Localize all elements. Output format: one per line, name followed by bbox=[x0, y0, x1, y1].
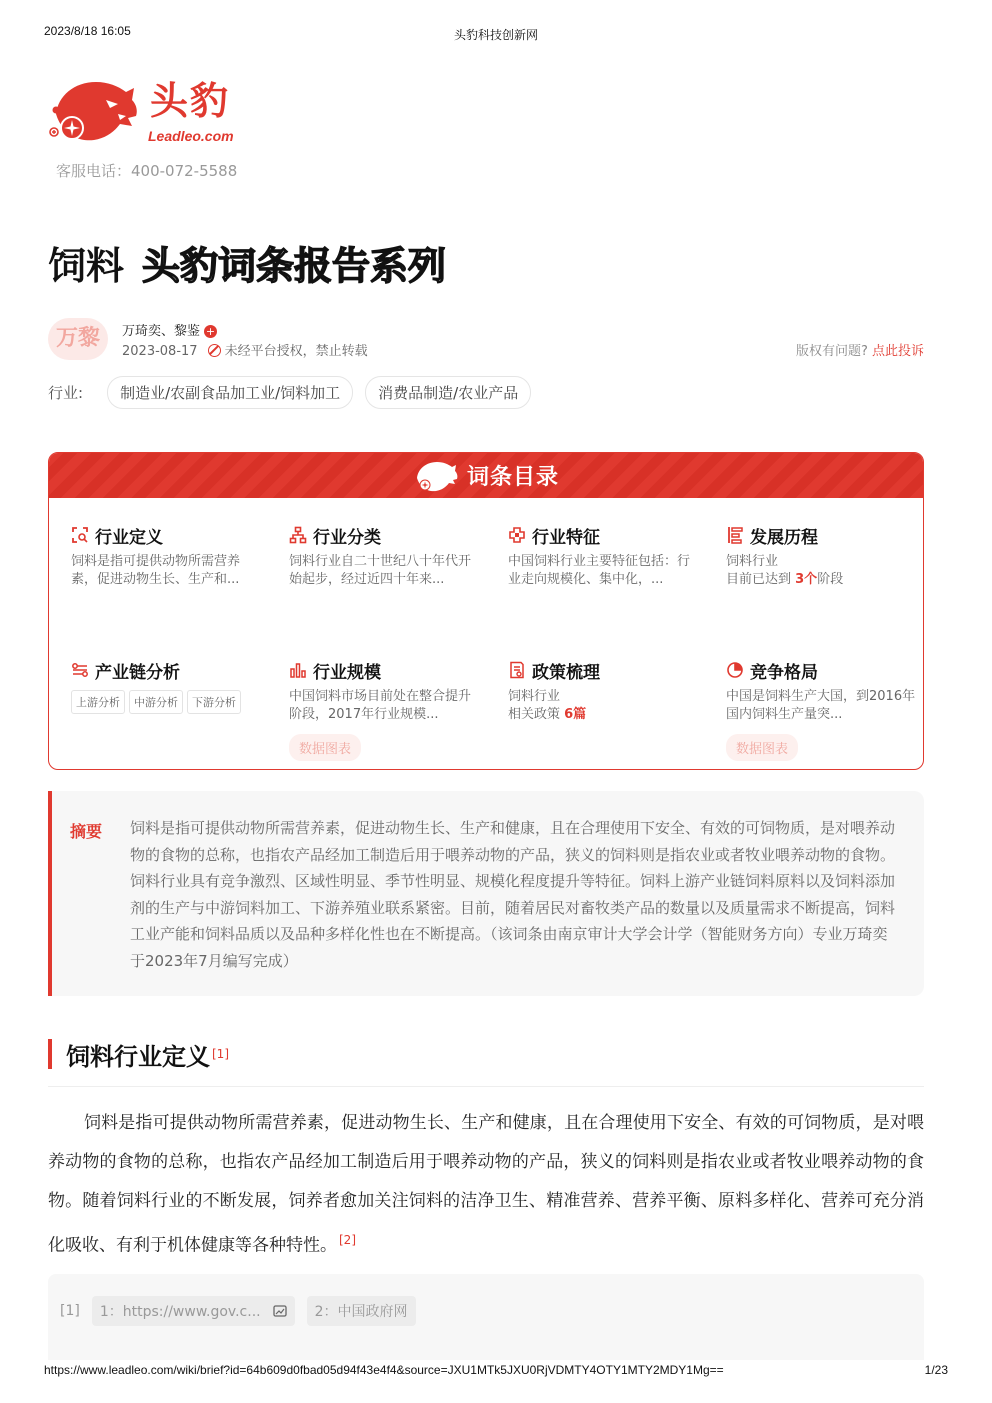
reference-source-text: 2：中国政府网 bbox=[314, 1304, 408, 1320]
reference-index: [1] bbox=[60, 1303, 80, 1319]
author-names-text: 万琦奕、黎鉴 bbox=[122, 324, 201, 339]
toc-item-market-size[interactable] bbox=[289, 658, 479, 761]
midstream-analysis-tag[interactable]: 中游分析 bbox=[129, 690, 183, 714]
downstream-analysis-tag[interactable]: 下游分析 bbox=[187, 690, 241, 714]
chain-icon bbox=[71, 661, 89, 679]
toc-item-desc-text: 相关政策 bbox=[508, 707, 565, 722]
toc-item-title: 政策梳理 bbox=[532, 662, 600, 683]
reference-link-text: 1：https://www.gov.c... bbox=[99, 1304, 261, 1320]
reference-marker[interactable]: [1] bbox=[212, 1047, 229, 1061]
toc-item-desc: 中国饲料行业主要特征包括：行业走向规模化、集中化，... bbox=[508, 554, 691, 587]
customer-hotline: 客服电话：400-072-5588 bbox=[56, 162, 238, 180]
brand-name-en: Leadleo.com bbox=[148, 128, 234, 144]
toc-item-desc bbox=[508, 688, 698, 724]
summary-label: 摘要 bbox=[70, 822, 103, 841]
section-body bbox=[48, 1104, 924, 1266]
toc-item-definition[interactable] bbox=[71, 523, 261, 589]
section-title: 饲料行业定义 bbox=[66, 1042, 210, 1071]
stage-count: 3个 bbox=[795, 572, 818, 587]
report-title-main: 饲料 bbox=[48, 244, 125, 288]
toc-item-desc-line: 饲料行业 bbox=[726, 554, 779, 569]
classification-icon bbox=[289, 526, 307, 544]
toc-card bbox=[48, 452, 924, 770]
feature-icon bbox=[508, 526, 526, 544]
toc-item-desc-line: 饲料行业 bbox=[508, 689, 561, 704]
toc-item-policy[interactable] bbox=[508, 658, 698, 724]
section-accent-bar bbox=[48, 1039, 52, 1069]
toc-header bbox=[49, 453, 923, 498]
toc-item-title: 行业特征 bbox=[532, 527, 600, 548]
brand-name-cn: 头豹 bbox=[150, 79, 231, 123]
license-notice: 未经平台授权，禁止转载 bbox=[224, 344, 368, 359]
toc-item-features[interactable] bbox=[508, 523, 698, 589]
toc-item-classification[interactable] bbox=[289, 523, 479, 589]
report-date: 2023-08-17 bbox=[122, 344, 198, 359]
industry-chip[interactable]: 消费品制造/农业产品 bbox=[365, 376, 531, 409]
summary-box bbox=[48, 791, 924, 996]
toc-item-desc: 中国饲料市场目前处在整合提升阶段，2017年行业规模... bbox=[289, 689, 472, 722]
print-header bbox=[44, 24, 948, 42]
data-chart-tag[interactable]: 数据图表 bbox=[289, 734, 361, 761]
toc-heading: 词条目录 bbox=[466, 465, 559, 490]
copyright-notice bbox=[796, 340, 924, 359]
reference-source[interactable] bbox=[307, 1296, 416, 1326]
industry-row bbox=[48, 376, 543, 408]
toc-item-title: 行业分类 bbox=[313, 527, 381, 548]
section-heading bbox=[48, 1038, 229, 1070]
author-names[interactable] bbox=[122, 320, 217, 339]
report-meta bbox=[122, 340, 368, 359]
print-datetime: 2023/8/18 16:05 bbox=[44, 24, 131, 38]
leopard-logo-icon bbox=[413, 456, 459, 496]
verified-icon: + bbox=[205, 325, 216, 338]
print-footer bbox=[44, 1363, 948, 1379]
toc-item-industry-chain[interactable] bbox=[71, 658, 261, 714]
external-link-icon bbox=[273, 1305, 287, 1317]
page-number: 1/23 bbox=[924, 1363, 948, 1377]
reference-link[interactable] bbox=[92, 1296, 295, 1326]
no-repost-icon bbox=[208, 344, 221, 357]
page-title bbox=[48, 240, 446, 292]
author-avatar: 万黎 bbox=[48, 318, 108, 360]
toc-item-desc: 饲料行业自二十世纪八十年代开始起步，经过近四十年来... bbox=[289, 554, 472, 587]
print-page-title: 头豹科技创新网 bbox=[453, 28, 538, 42]
copyright-question: 版权有问题? bbox=[795, 344, 868, 359]
definition-icon bbox=[71, 526, 89, 544]
references-box bbox=[48, 1274, 924, 1360]
toc-item-desc-text: 目前已达到 bbox=[726, 572, 796, 587]
brand-logo[interactable] bbox=[48, 74, 248, 154]
summary-text: 饲料是指可提供动物所需营养素，促进动物生长、生产和健康，且在合理使用下安全、有效的可饲物质，是对喂养动物的食物的总称，也指农产品经加工制造后用于喂养动物的产品，狭义的饲料则是指农业或者牧业喂养动物的食物。饲料行业具有竞争激烈、区域性明显、季节性明显、规模化程度提升等特征。饲料上游产业链饲料原料以及饲料添加剂的生产与中游饲料加工、下游养殖业联系紧密。目前，随着居民对畜牧类产品的数量以及质量需求不断提高，饲料工业产能和饲料品质以及品种多样化性也在不断提高。（该词条由南京审计大学会计学（智能财务方向）专业万琦奕于2023年7月编写完成） bbox=[130, 819, 896, 970]
section-body-text: 饲料是指可提供动物所需营养素，促进动物生长、生产和健康，且在合理使用下安全、有效的可饲物质，是对喂养动物的食物的总称，也指农产品经加工制造后用于喂养动物的产品，狭义的饲料则是指农业或者牧业喂养动物的食物。随着饲料行业的不断发展，饲养者愈加关注饲料的洁净卫生、精准营养、营养平衡、原料多样化、营养可充分消化吸收、有利于机体健康等各种特性。 bbox=[48, 1113, 924, 1256]
toc-item-title: 行业规模 bbox=[313, 662, 381, 683]
toc-item-title: 产业链分析 bbox=[95, 662, 180, 683]
policy-icon bbox=[508, 661, 526, 679]
policy-count: 6篇 bbox=[564, 707, 587, 722]
pie-chart-icon bbox=[726, 661, 744, 679]
industry-label: 行业: bbox=[48, 383, 84, 402]
data-chart-tag[interactable]: 数据图表 bbox=[726, 734, 798, 761]
bar-chart-icon bbox=[289, 661, 307, 679]
report-title-series: 头豹词条报告系列 bbox=[142, 244, 447, 288]
complaint-link[interactable]: 点此投诉 bbox=[871, 344, 924, 359]
toc-item-desc: 中国是饲料生产大国，到2016年国内饲料生产量突... bbox=[726, 689, 916, 722]
toc-item-title: 竞争格局 bbox=[750, 662, 818, 683]
toc-item-title: 发展历程 bbox=[750, 527, 818, 548]
leopard-logo-icon bbox=[48, 74, 140, 146]
timeline-icon bbox=[726, 526, 744, 544]
industry-chip[interactable]: 制造业/农副食品加工业/饲料加工 bbox=[107, 376, 353, 409]
reference-marker[interactable]: [2] bbox=[339, 1233, 356, 1247]
upstream-analysis-tag[interactable]: 上游分析 bbox=[71, 690, 125, 714]
toc-item-title: 行业定义 bbox=[95, 527, 163, 548]
print-url: https://www.leadleo.com/wiki/brief?id=64b609d0fbad05d94f43e4f4&source=JXU1MTk5JXU0RjVDMTY4OTY1MTY2MDY1Mg== bbox=[44, 1363, 724, 1377]
toc-item-history[interactable] bbox=[726, 523, 916, 589]
toc-item-competition[interactable] bbox=[726, 658, 916, 761]
toc-item-desc-text: 阶段 bbox=[817, 572, 844, 587]
divider bbox=[48, 1086, 924, 1087]
toc-item-desc bbox=[726, 553, 916, 589]
analysis-tags bbox=[71, 690, 261, 714]
toc-item-desc: 饲料是指可提供动物所需营养素，促进动物生长、生产和... bbox=[71, 554, 241, 587]
